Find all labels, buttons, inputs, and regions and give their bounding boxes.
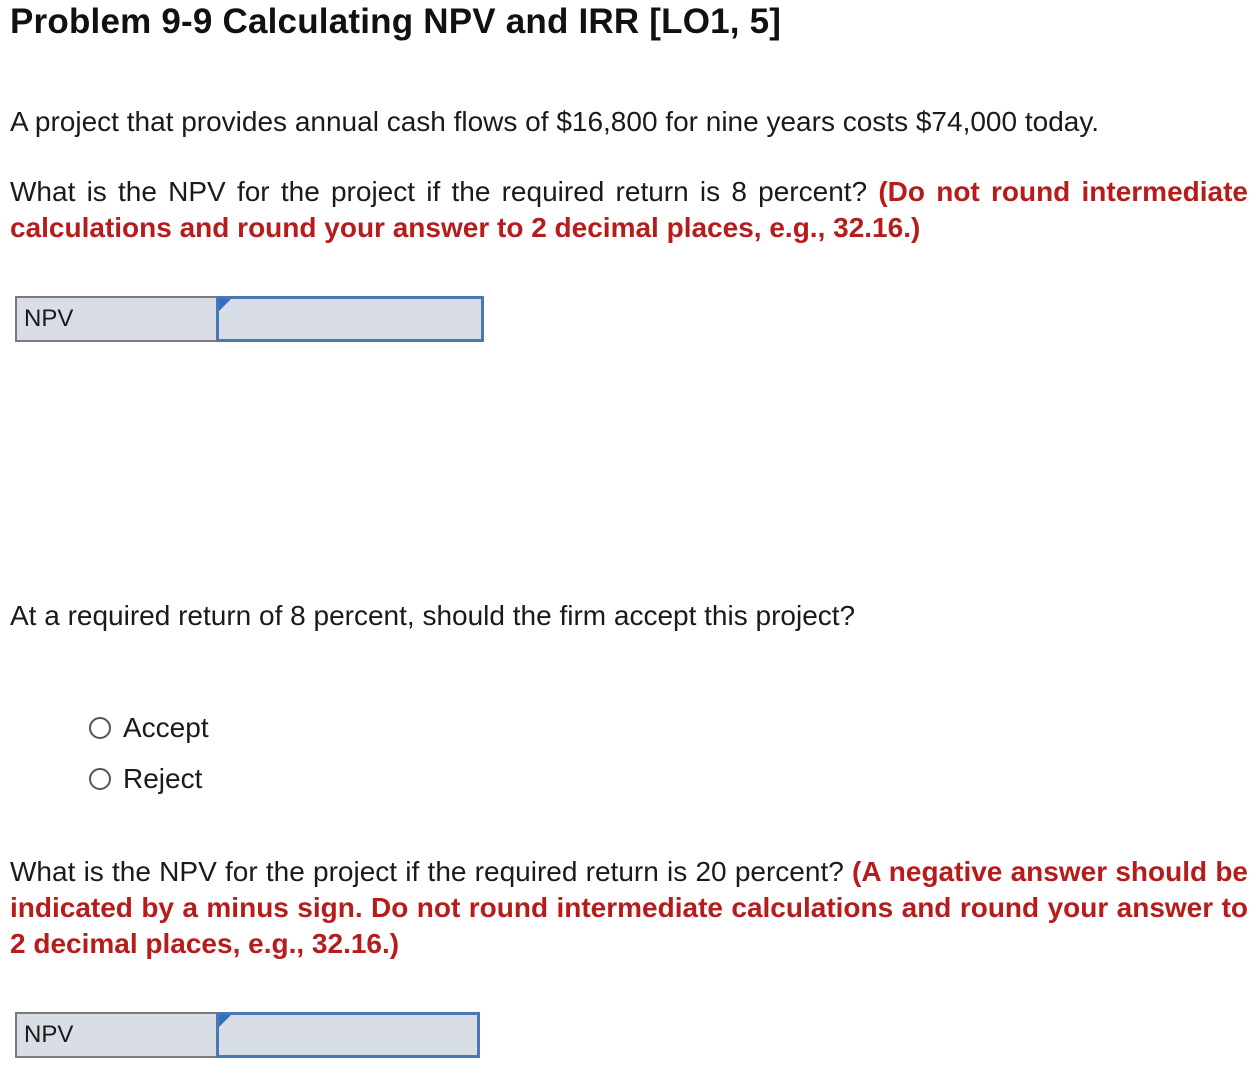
npv-answer-row-8-percent bbox=[15, 296, 484, 342]
question-npv-8-percent bbox=[10, 174, 1248, 246]
npv-input-8-percent[interactable] bbox=[219, 299, 481, 339]
option-reject-label: Reject bbox=[123, 762, 203, 794]
accept-reject-options bbox=[89, 702, 209, 804]
question-npv-20-percent bbox=[10, 854, 1248, 962]
npv-input-20-percent[interactable] bbox=[219, 1015, 477, 1055]
npv-input-box[interactable] bbox=[216, 1012, 480, 1058]
option-accept[interactable] bbox=[89, 702, 209, 753]
question-text: What is the NPV for the project if the required return is 20 percent? bbox=[10, 856, 844, 887]
option-accept-label: Accept bbox=[123, 711, 209, 743]
npv-answer-label: NPV bbox=[15, 296, 216, 342]
radio-accept[interactable] bbox=[89, 717, 111, 739]
npv-input-box[interactable] bbox=[216, 296, 484, 342]
npv-answer-label: NPV bbox=[15, 1012, 216, 1058]
npv-answer-row-20-percent bbox=[15, 1012, 480, 1058]
question-instruction: (Do not round intermediate calculations and round your answer to 2 decimal places, e.g., 32.16.) bbox=[10, 176, 1249, 243]
corner-flag-icon bbox=[219, 1015, 231, 1027]
option-reject[interactable] bbox=[89, 753, 209, 804]
question-text: What is the NPV for the project if the required return is 8 percent? bbox=[10, 176, 868, 207]
question-instruction: (A negative answer should be indicated by a minus sign. Do not round intermediate calculations and round your answer to 2 decimal places, e.g., 32.16.) bbox=[10, 856, 1249, 959]
problem-intro: A project that provides annual cash flows of $16,800 for nine years costs $74,000 today. bbox=[10, 106, 1100, 137]
corner-flag-icon bbox=[219, 299, 231, 311]
radio-reject[interactable] bbox=[89, 768, 111, 790]
problem-title: Problem 9-9 Calculating NPV and IRR [LO1, 5] bbox=[10, 2, 782, 41]
question-accept-reject: At a required return of 8 percent, should the firm accept this project? bbox=[10, 600, 856, 631]
